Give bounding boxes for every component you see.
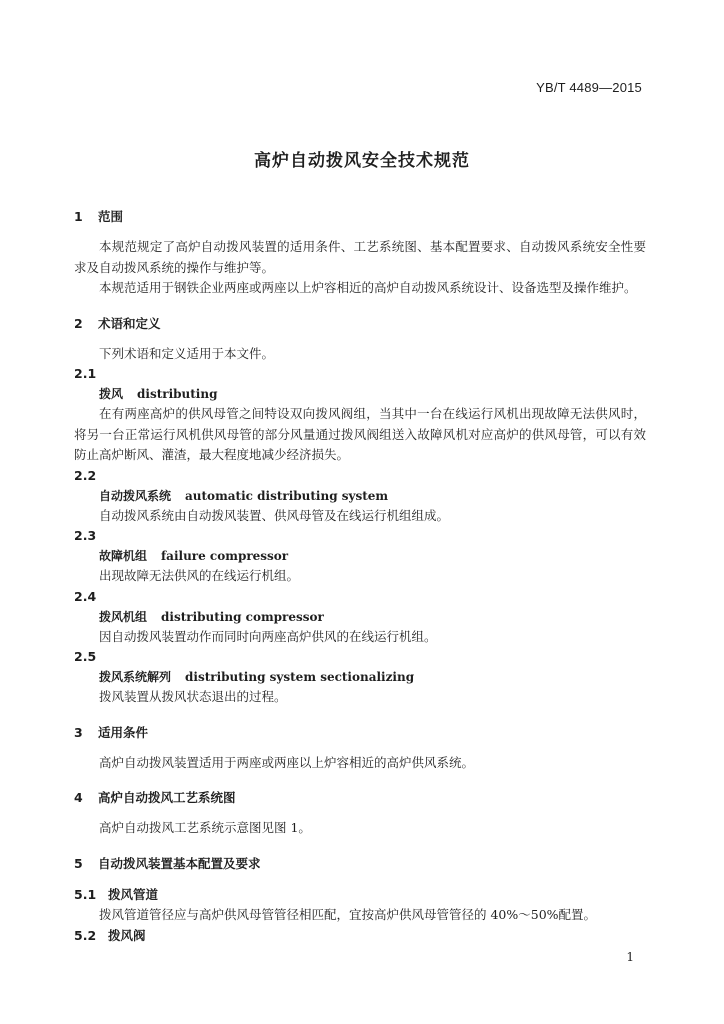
term-number: 2.5 (74, 649, 97, 664)
section-number: 3 (74, 724, 83, 740)
section-number: 4 (74, 790, 83, 805)
subsection-number: 5.2 (74, 928, 97, 943)
term-entry (74, 587, 646, 648)
term-name (99, 546, 646, 566)
term-name-cn: 自动拨风系统 (99, 488, 172, 503)
term-name-cn: 故障机组 (99, 549, 148, 563)
term-number: 2.1 (74, 366, 97, 381)
subsection-number: 5.1 (74, 886, 97, 902)
paragraph: 本规范适用于钢铁企业两座或两座以上炉容相近的高炉自动拨风系统设计、设备选型及操作维护。 (99, 280, 637, 295)
subsection-5-1-heading (74, 884, 646, 905)
section-3-heading (74, 722, 646, 743)
section-2-heading (74, 313, 646, 334)
paragraph: 高炉自动拨风工艺系统示意图见图 1。 (99, 820, 311, 835)
term-name-cn: 拨风机组 (99, 609, 148, 624)
document-body (74, 206, 646, 946)
term-definition: 在有两座高炉的供风母管之间特设双向拨风阀组，当其中一台在线运行风机出现故障无法供风时，将另一台正常运行风机供风母管的部分风量通过拨风阀组送入故障风机对应高炉的供风母管，可以有效防止高炉断风、灌渣，最大程度地减少经济损失。 (74, 406, 646, 462)
section-title: 范围 (98, 209, 124, 224)
term-name-en: distributing compressor (161, 609, 324, 624)
paragraph: 本规范规定了高炉自动拨风装置的适用条件、工艺系统图、基本配置要求、自动拨风系统安全性要求及自动拨风系统的操作与维护等。 (74, 239, 646, 275)
standard-code: YB/T 4489—2015 (536, 80, 642, 95)
paragraph: 高炉自动拨风装置适用于两座或两座以上炉容相近的高炉供风系统。 (99, 754, 475, 770)
term-entry (74, 364, 646, 466)
subsection-title: 拨风管道 (108, 886, 159, 902)
term-entry (74, 647, 646, 708)
section-number: 5 (74, 855, 83, 871)
term-name-en: automatic distributing system (185, 488, 389, 503)
term-name (99, 486, 646, 506)
section-title: 高炉自动拨风工艺系统图 (98, 790, 236, 805)
term-name-en: distributing (137, 387, 218, 401)
term-name-cn: 拨风 (99, 387, 124, 401)
section-5-heading (74, 853, 646, 874)
document-title: 高炉自动拨风安全技术规范 (254, 151, 470, 171)
section-title: 自动拨风装置基本配置及要求 (98, 855, 261, 871)
paragraph: 下列术语和定义适用于本文件。 (99, 345, 275, 361)
term-definition: 因自动拨风装置动作而同时向两座高炉供风的在线运行机组。 (99, 628, 437, 644)
subsection-5-2-heading (74, 925, 646, 946)
term-definition: 拨风装置从拨风状态退出的过程。 (99, 689, 287, 704)
term-definition: 出现故障无法供风的在线运行机组。 (99, 568, 300, 583)
section-title: 适用条件 (98, 724, 149, 740)
term-number: 2.2 (74, 467, 97, 483)
term-entry (74, 526, 646, 587)
term-name-en: distributing system sectionalizing (185, 670, 415, 684)
term-number: 2.4 (74, 588, 97, 604)
term-name (99, 384, 646, 404)
subsection-title: 拨风阀 (108, 928, 146, 943)
section-1-heading (74, 206, 646, 227)
term-definition: 自动拨风系统由自动拨风装置、供风母管及在线运行机组组成。 (99, 507, 450, 523)
section-number: 1 (74, 209, 83, 224)
page-number: 1 (626, 950, 634, 964)
term-name-en: failure compressor (161, 549, 289, 563)
term-number: 2.3 (74, 528, 97, 543)
section-4-heading (74, 787, 646, 808)
paragraph: 拨风管道管径应与高炉供风母管管径相匹配，宜按高炉供风母管管径的 40%～50%配置。 (99, 906, 597, 922)
term-name (99, 667, 646, 687)
section-title: 术语和定义 (98, 315, 161, 331)
term-entry (74, 466, 646, 527)
term-name (99, 607, 646, 627)
section-number: 2 (74, 315, 83, 331)
term-name-cn: 拨风系统解列 (99, 670, 172, 684)
